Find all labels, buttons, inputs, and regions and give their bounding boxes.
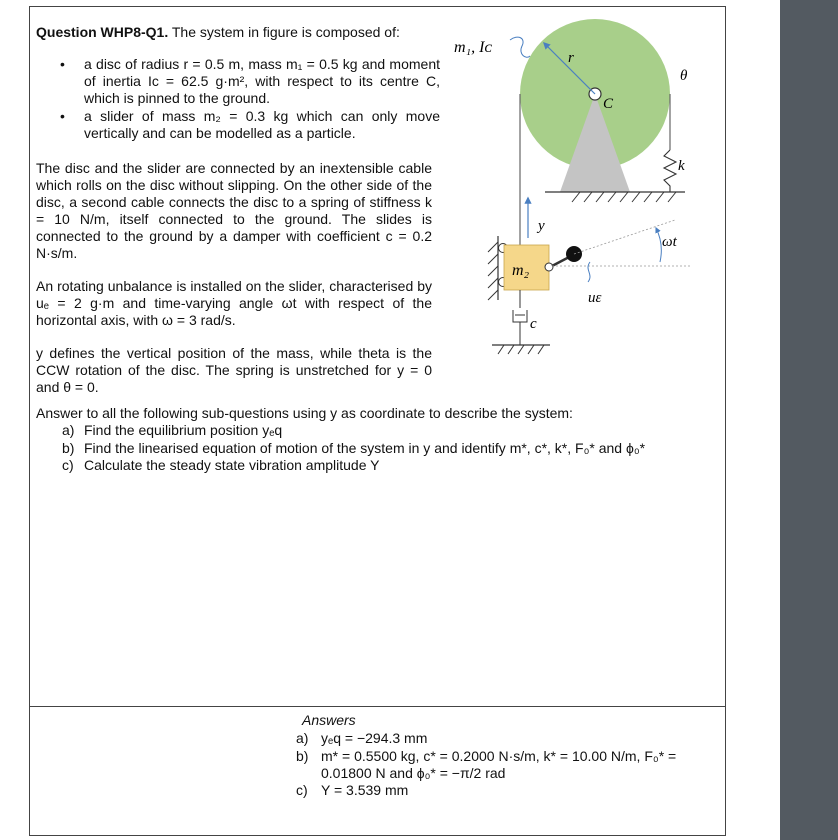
bottom-rule	[29, 835, 726, 836]
bullet-text-slider: a slider of mass m₂ = 0.3 kg which can only move vertically and can be modelled as a particle.	[84, 108, 440, 141]
subquestion-a	[62, 422, 282, 438]
frame-right-rule	[725, 6, 726, 836]
damper-cylinder	[513, 310, 527, 322]
disc-mass-label: m₁, Iᴄ	[454, 39, 492, 56]
component-list	[60, 56, 440, 143]
frame-left-rule	[29, 6, 30, 836]
list-item	[60, 56, 440, 107]
system-figure	[440, 10, 725, 370]
answer-text: m* = 0.5500 kg, c* = 0.2000 N·s/m, k* = 10.00 N/m, F₀* =	[321, 748, 677, 764]
ue-leader	[588, 262, 590, 282]
spring	[664, 150, 676, 192]
unbalance-pivot	[545, 263, 553, 271]
subquestion-text: Find the equilibrium position yₑq	[84, 422, 283, 438]
answer-text: Y = 3.539 mm	[321, 782, 409, 798]
paragraph-unbalance: An rotating unbalance is installed on the slider, characterised by uₑ = 2 g·m and time-varying angle ωt with respect of the horizontal axis, with ω = 3 rad/s.	[36, 278, 432, 328]
subquestion-c	[62, 457, 379, 473]
slider-guide-hatch	[488, 242, 498, 300]
answer-label: b)	[296, 748, 309, 764]
answers-separator	[29, 706, 726, 707]
subquestion-text: Find the linearised equation of motion of the system in y and identify m*, c*, k*, F₀* and ϕ₀*	[84, 440, 646, 456]
question-intro: The system in figure is composed of:	[168, 24, 400, 40]
ue-label: uε	[588, 290, 602, 306]
answers-title: Answers	[302, 712, 356, 728]
question-heading	[36, 24, 436, 40]
list-item	[60, 108, 440, 142]
answer-text: 0.01800 N and ϕ₀* = −π/2 rad	[321, 765, 506, 781]
rotation-label: θ	[680, 68, 688, 84]
top-rule	[29, 6, 726, 7]
y-coordinate-label: y	[538, 218, 545, 234]
subquestion-text: Calculate the steady state vibration amplitude Y	[84, 457, 380, 473]
answer-c	[296, 782, 408, 799]
subquestion-b	[62, 440, 645, 456]
answer-b-continued	[296, 765, 505, 782]
disc-label-leader	[510, 37, 530, 57]
slider-mass-label: m₂	[512, 262, 530, 279]
paragraph-cables: The disc and the slider are connected by an inextensible cable which rolls on the disc without slipping. On the other side of the disc, a second cable connects the disc to a spring of stiffness k = 10 N/m, itself connected to the ground. The slides is connected to the ground by a damper with coefficient c = 0.2 N·s/m.	[36, 160, 432, 261]
answer-text: yₑq = −294.3 mm	[321, 730, 428, 746]
subquestion-label: b)	[62, 440, 75, 456]
answer-b	[296, 748, 676, 765]
answer-instruction: Answer to all the following sub-questions using y as coordinate to describe the system:	[36, 405, 573, 421]
angle-arc	[656, 228, 661, 262]
bullet-icon: •	[60, 108, 65, 124]
damper-ground-hatch	[498, 345, 544, 354]
viewer-sidebar	[780, 0, 838, 840]
answer-label: a)	[296, 730, 309, 746]
spring-label: k	[678, 158, 685, 174]
angle-label: ωt	[662, 234, 677, 250]
answer-label: c)	[296, 782, 308, 798]
question-title: Question WHP8-Q1.	[36, 24, 169, 40]
damper-label: c	[530, 316, 537, 332]
subquestion-label: a)	[62, 422, 75, 438]
bullet-text-disc: a disc of radius r = 0.5 m, mass m₁ = 0.5 kg and moment of inertia Iᴄ = 62.5 g·m², with respect to its centre C, which is pinned to the ground.	[84, 56, 440, 106]
subquestion-label: c)	[62, 457, 74, 473]
support-ground-hatch	[572, 192, 676, 202]
answer-a	[296, 730, 427, 747]
radius-label: r	[568, 50, 574, 66]
bullet-icon: •	[60, 56, 65, 72]
paragraph-coordinates: y defines the vertical position of the mass, while theta is the CCW rotation of the disc. The spring is unstretched for y = 0 and θ = 0.	[36, 345, 432, 395]
disc-centre-label: C	[603, 96, 614, 112]
